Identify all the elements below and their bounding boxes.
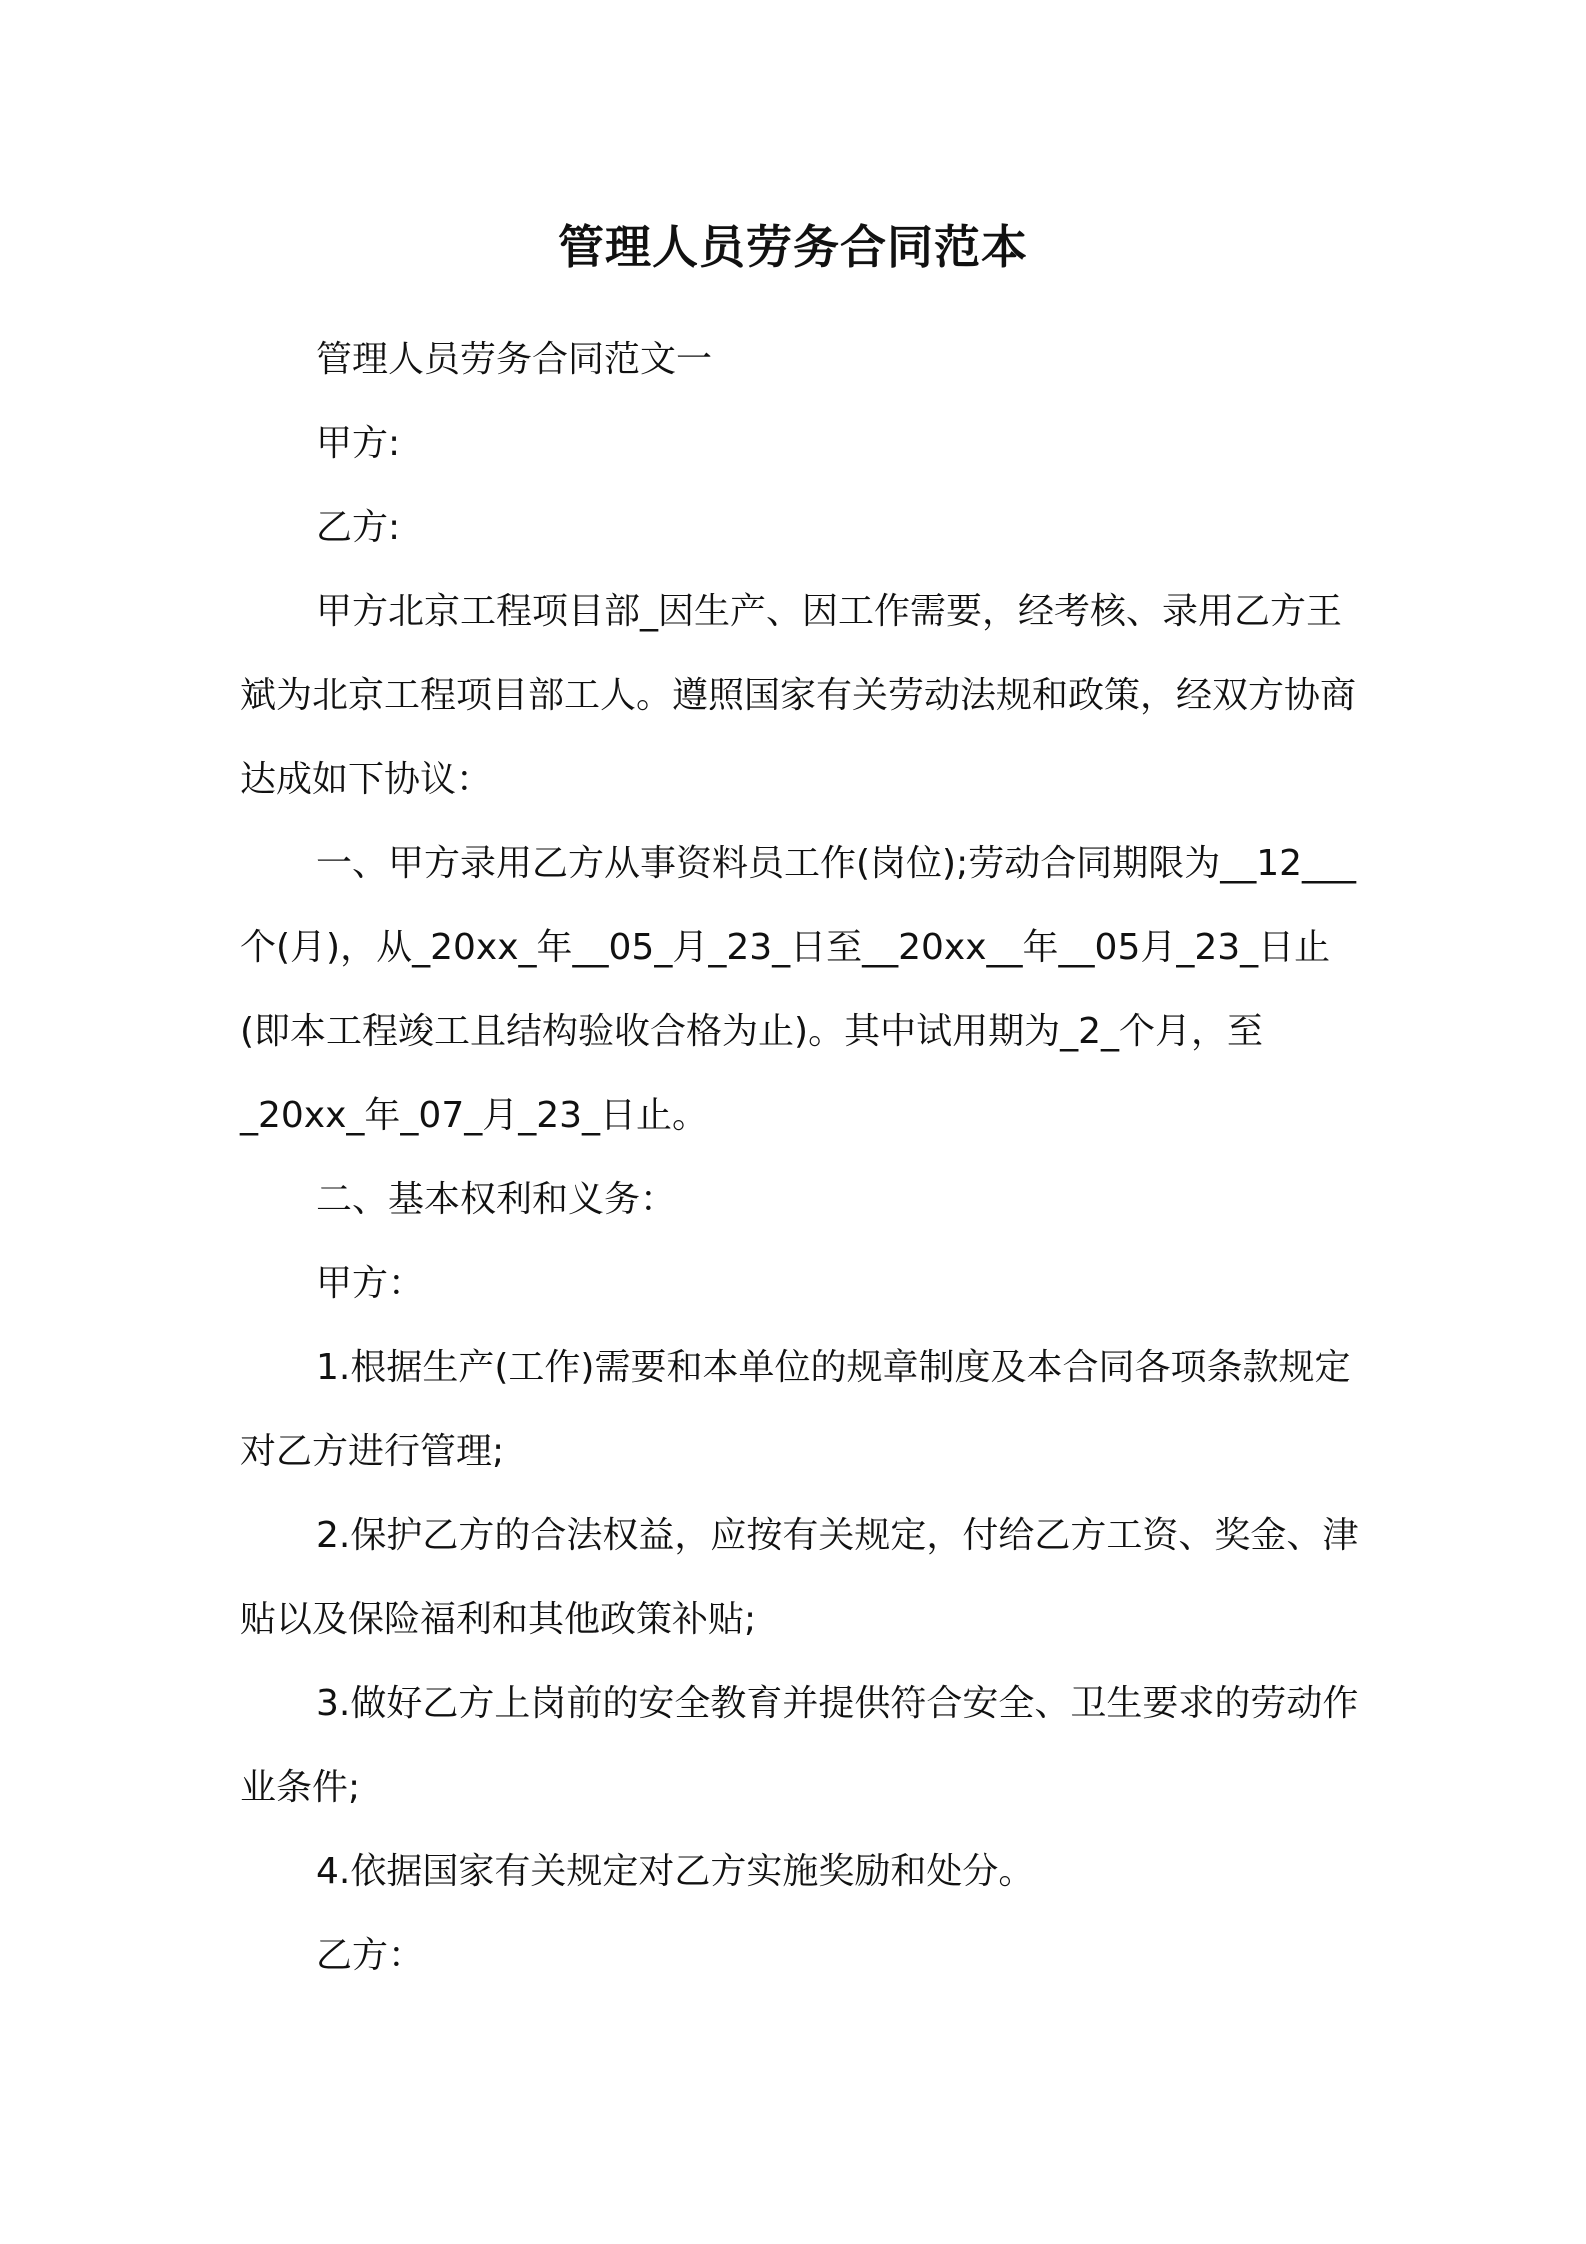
document-title: 管理人员劳务合同范本 (558, 220, 1028, 274)
paragraph-duty-4: 4.依据国家有关规定对乙方实施奖励和处分。 (316, 1851, 1035, 1892)
paragraph-clause-2-heading: 二、基本权利和义务： (316, 1179, 677, 1220)
document-body (240, 318, 1360, 1998)
paragraph-intro: 甲方北京工程项目部_因生产、因工作需要，经考核、录用乙方王斌为北京工程项目部工人。遵照国家有关劳动法规和政策，经双方协商达成如下协议： (240, 591, 1357, 800)
paragraph-duty-3: 3.做好乙方上岗前的安全教育并提供符合安全、卫生要求的劳动作业条件; (240, 1683, 1359, 1808)
paragraph-duty-1: 1.根据生产(工作)需要和本单位的规章制度及本合同各项条款规定对乙方进行管理; (240, 1347, 1351, 1472)
paragraph-duty-2: 2.保护乙方的合法权益，应按有关规定，付给乙方工资、奖金、津贴以及保险福利和其他政策补贴; (240, 1515, 1359, 1640)
paragraph-subtitle: 管理人员劳务合同范文一 (316, 339, 713, 380)
paragraph-clause-1: 一、甲方录用乙方从事资料员工作(岗位);劳动合同期限为__12___个(月)，从_20xx_年__05_月_23_日至__20xx__年__05月_23_日止(即本工程竣工且结构验收合格为止)。其中试用期为_2_个月，至_20xx_年_07_月_23_日止。 (240, 843, 1357, 1136)
paragraph-party-b-duties: 乙方： (316, 1935, 425, 1976)
paragraph-party-a-duties: 甲方： (316, 1263, 425, 1304)
paragraph-party-b: 乙方: (316, 507, 401, 548)
paragraph-party-a: 甲方: (316, 423, 401, 464)
